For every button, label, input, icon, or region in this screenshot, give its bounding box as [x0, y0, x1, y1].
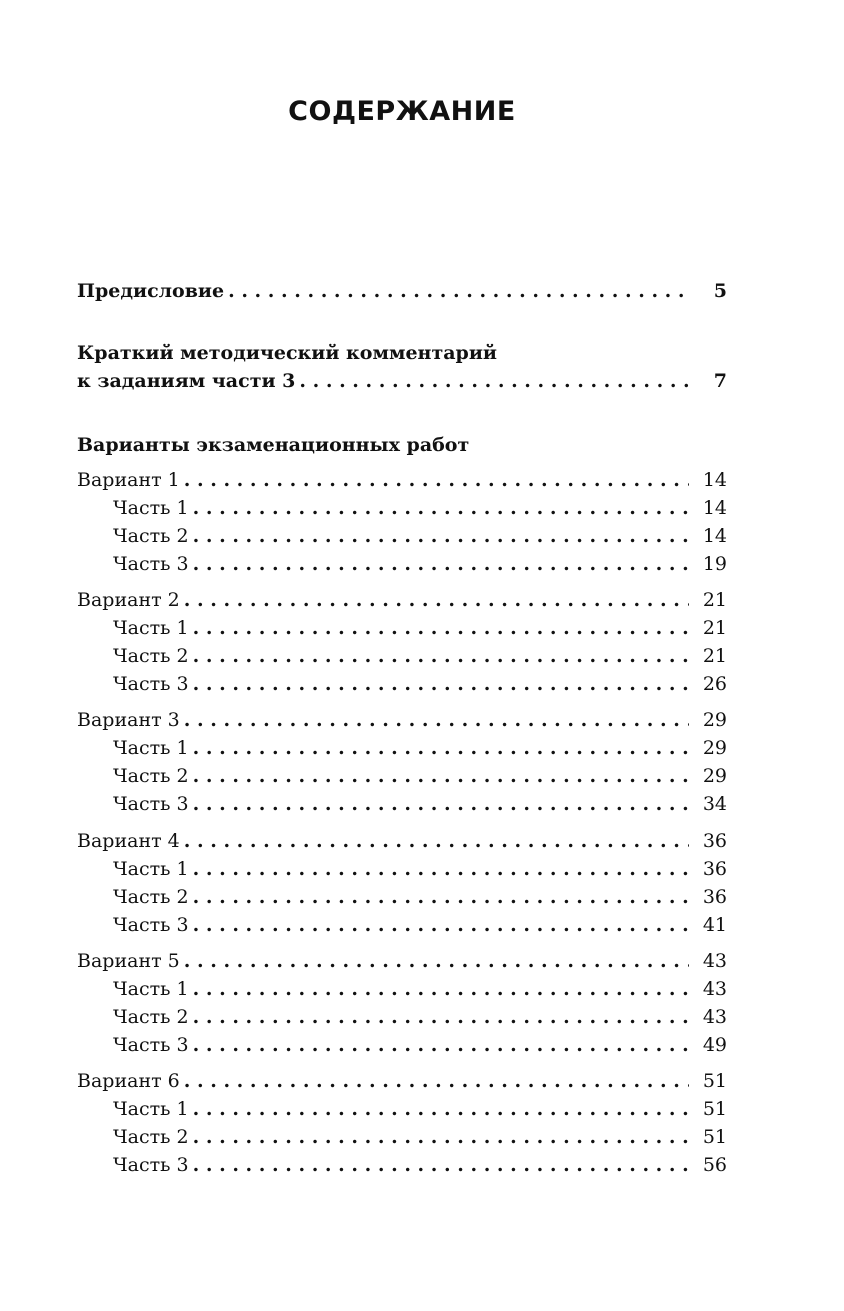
toc-page-number: 14 [702, 469, 727, 491]
dot-leader [184, 828, 689, 854]
toc-entry-label: Вариант 5 [77, 950, 180, 972]
toc-page-number: 36 [702, 830, 727, 852]
toc-entry-part [113, 791, 727, 817]
dot-leader [193, 523, 689, 549]
dot-leader [193, 551, 689, 577]
toc-page-number: 41 [702, 914, 727, 936]
dot-leader [193, 615, 689, 641]
dot-leader [228, 278, 689, 304]
toc-entry-label: Часть 3 [113, 553, 189, 575]
toc-entry-part [113, 1124, 727, 1150]
toc-entry-variant [77, 587, 727, 613]
dot-leader [193, 1004, 689, 1030]
toc-page-number: 43 [702, 978, 727, 1000]
toc-page-number: 36 [702, 858, 727, 880]
toc-entry-variant [77, 707, 727, 733]
toc-entry-label: Вариант 3 [77, 709, 180, 731]
toc-entry-part [113, 523, 727, 549]
toc-entry-preface [77, 278, 727, 304]
toc-page-number: 19 [702, 553, 727, 575]
dot-leader [193, 1096, 689, 1122]
toc-page-number: 29 [702, 709, 727, 731]
toc-page-number: 14 [702, 525, 727, 547]
toc-entry-commentary-line1: Краткий методический комментарий [77, 342, 498, 364]
toc-entry-part [113, 976, 727, 1002]
section-heading-variants: Варианты экзаменационных работ [77, 434, 470, 456]
toc-page-number: 21 [702, 645, 727, 667]
toc-entry-label: Часть 3 [113, 673, 189, 695]
toc-entry-part [113, 735, 727, 761]
toc-entry-part [113, 1152, 727, 1178]
toc-entry-part [113, 1032, 727, 1058]
toc-page-number: 43 [702, 950, 727, 972]
toc-page-number: 51 [702, 1126, 727, 1148]
toc-page-number: 21 [702, 589, 727, 611]
dot-leader [193, 495, 689, 521]
toc-page-number: 7 [713, 370, 727, 392]
toc-entry-label: Часть 1 [113, 497, 189, 519]
dot-leader [184, 1068, 689, 1094]
toc-entry-variant [77, 828, 727, 854]
toc-entry-part [113, 763, 727, 789]
toc-entry-label: Часть 3 [113, 1154, 189, 1176]
dot-leader [193, 1032, 689, 1058]
toc-page-number: 49 [702, 1034, 727, 1056]
dot-leader [193, 791, 689, 817]
dot-leader [184, 707, 689, 733]
toc-entry-label: Вариант 4 [77, 830, 180, 852]
toc-entry-label: Часть 2 [113, 525, 189, 547]
dot-leader [193, 763, 689, 789]
toc-entry-label: Часть 2 [113, 886, 189, 908]
dot-leader [193, 671, 689, 697]
toc-entry-variant [77, 948, 727, 974]
toc-entry-label: Часть 2 [113, 645, 189, 667]
toc-entry-part [113, 495, 727, 521]
dot-leader [193, 1124, 689, 1150]
toc-page-number: 36 [702, 886, 727, 908]
dot-leader [299, 368, 689, 394]
toc-entry-label: Предисловие [77, 280, 225, 302]
toc-entry-label: Вариант 6 [77, 1070, 180, 1092]
page-title: СОДЕРЖАНИЕ [288, 96, 516, 127]
toc-entry-part [113, 615, 727, 641]
toc-entry-label: к заданиям части 3 [77, 370, 296, 392]
toc-entry-label: Часть 1 [113, 978, 189, 1000]
toc-page-number: 26 [702, 673, 727, 695]
toc-entry-variant [77, 1068, 727, 1094]
dot-leader [193, 912, 689, 938]
dot-leader [193, 1152, 689, 1178]
toc-entry-part [113, 856, 727, 882]
toc-entry-part [113, 1004, 727, 1030]
dot-leader [193, 735, 689, 761]
toc-page-number: 51 [702, 1098, 727, 1120]
toc-entry-label: Часть 1 [113, 737, 189, 759]
toc-entry-label: Часть 2 [113, 1126, 189, 1148]
toc-page-number: 34 [702, 793, 727, 815]
toc-entry-label: Часть 3 [113, 1034, 189, 1056]
toc-page-number: 51 [702, 1070, 727, 1092]
toc-entry-label: Часть 3 [113, 914, 189, 936]
dot-leader [193, 976, 689, 1002]
toc-entry-label: Часть 3 [113, 793, 189, 815]
toc-entry-label: Вариант 1 [77, 469, 180, 491]
toc-entry-label: Часть 1 [113, 617, 189, 639]
dot-leader [193, 643, 689, 669]
toc-entry-part [113, 1096, 727, 1122]
toc-entry-part [113, 884, 727, 910]
toc-entry-label: Часть 2 [113, 765, 189, 787]
toc-page-number: 56 [702, 1154, 727, 1176]
dot-leader [184, 948, 689, 974]
toc-entry-variant [77, 467, 727, 493]
dot-leader [184, 467, 689, 493]
toc-page-number: 43 [702, 1006, 727, 1028]
dot-leader [193, 856, 689, 882]
toc-entry-part [113, 643, 727, 669]
toc-page-number: 5 [713, 280, 727, 302]
toc-entry-part [113, 671, 727, 697]
toc-page-number: 29 [702, 737, 727, 759]
toc-entry-part [113, 912, 727, 938]
toc-entry-label: Вариант 2 [77, 589, 180, 611]
toc-entry-part [113, 551, 727, 577]
toc-entry-label: Часть 1 [113, 858, 189, 880]
toc-entry-commentary [77, 368, 727, 394]
dot-leader [193, 884, 689, 910]
toc-entry-label: Часть 2 [113, 1006, 189, 1028]
dot-leader [184, 587, 689, 613]
toc-page-number: 29 [702, 765, 727, 787]
toc-entry-label: Часть 1 [113, 1098, 189, 1120]
toc-page-number: 14 [702, 497, 727, 519]
toc-page-number: 21 [702, 617, 727, 639]
